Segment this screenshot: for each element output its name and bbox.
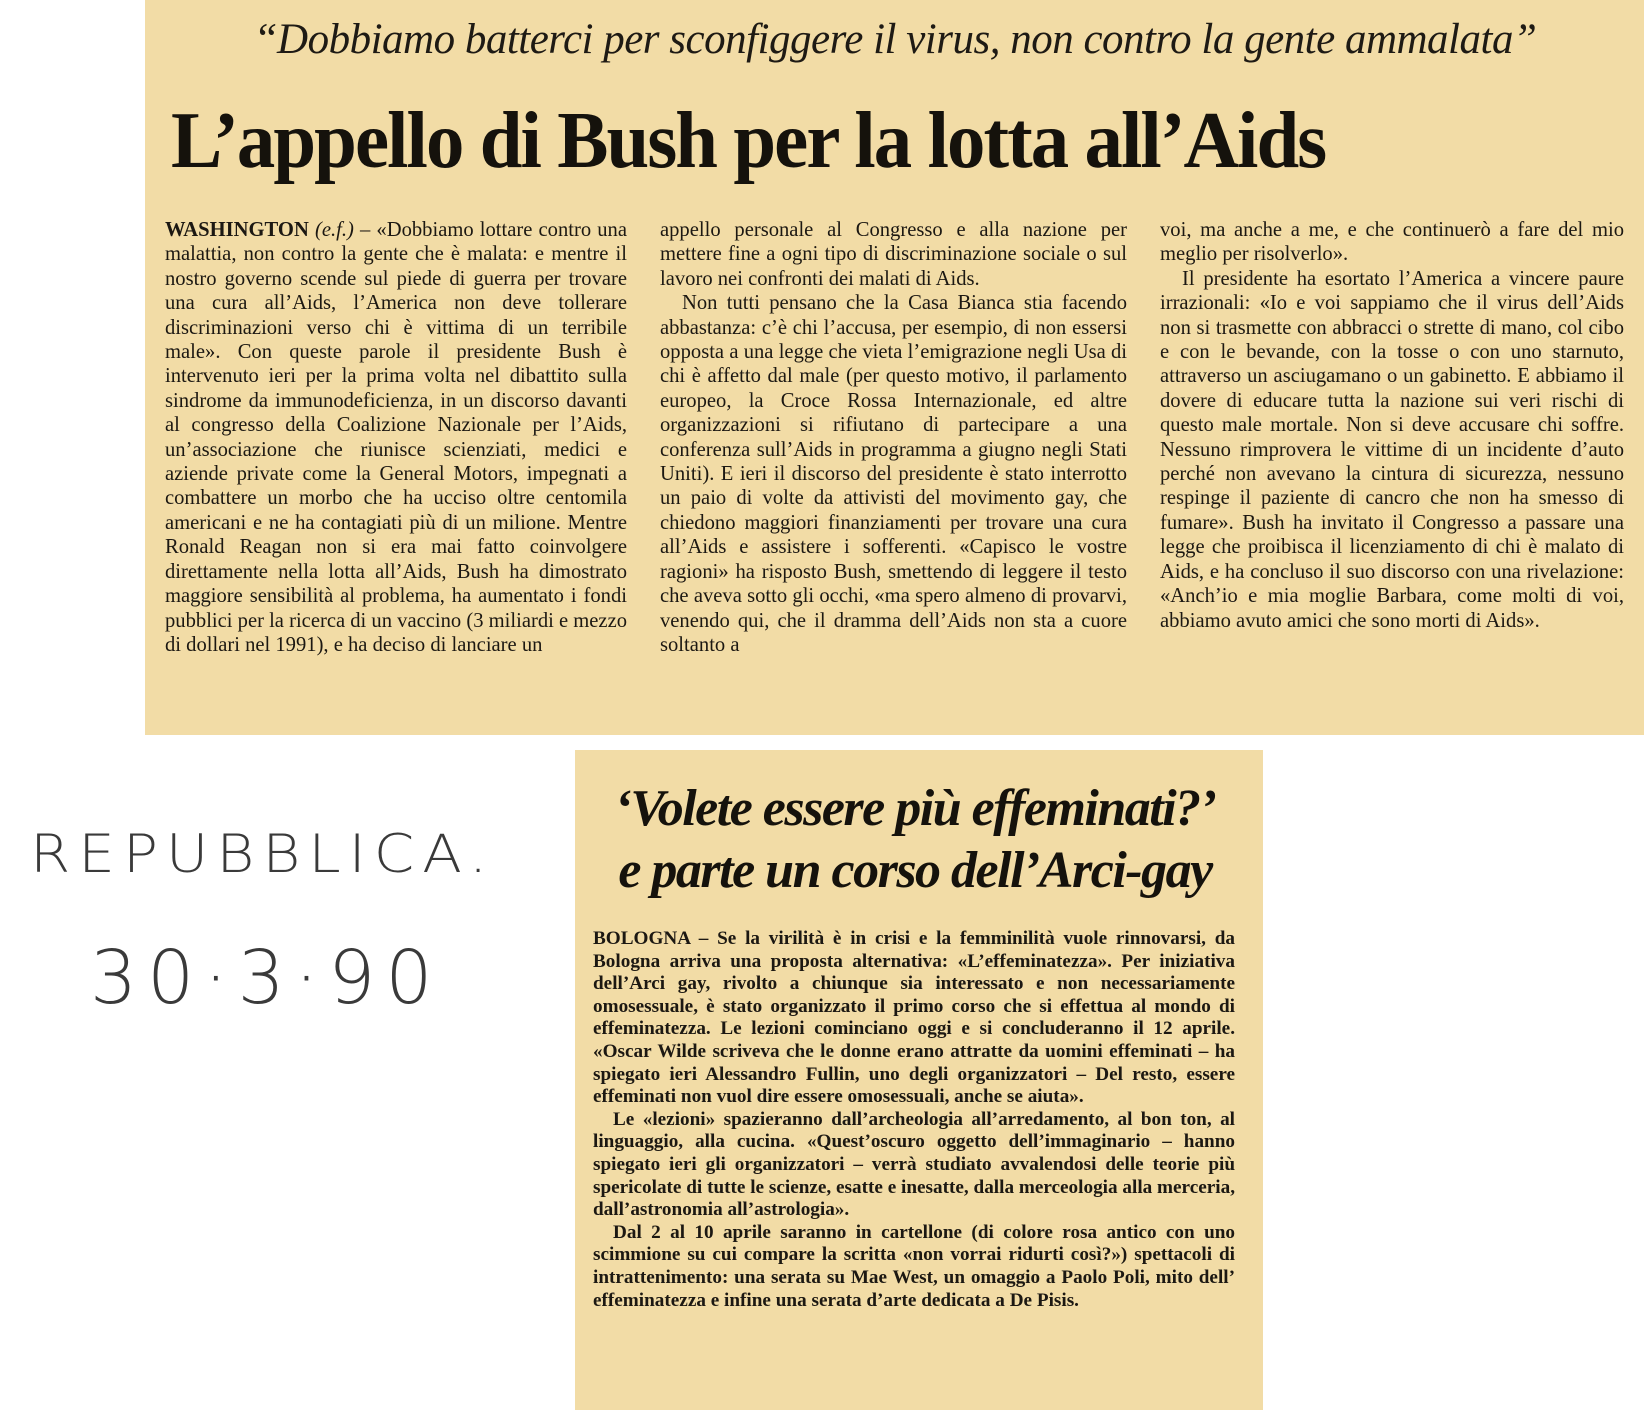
column-1-text: – «Dobbiamo lottare contro una malattia, non contro la gente che è malata: e mentre il nostro governo scende sul piede di guerra per trovare una cura all’Aids, l’America non deve tollerare discriminazioni verso chi è vittima di un terribile male». Con queste parole il presidente Bush è intervenuto ieri per la prima volta nel dibattito sulla sindrome da immunodeficienza, in un discorso davanti al congresso della Coalizione Nazionale per l’Aids, un’associazione che riunisce scienziati, medici e aziende private come la General Motors, impegnati a combattere un morbo che ha ucciso oltre centomila americani e ne ha contagiati più di un milione. Mentre Ronald Reagan non si era mai fatto coinvolgere direttamente nella lotta all’Aids, Bush ha dimostrato maggiore sensibilità al problema, ha aumentato i fondi pubblici per la ricerca di un vaccino (3 miliardi e mezzo di dollari nel 1991), e ha deciso di lanciare un — [165, 219, 628, 656]
dateline: WASHINGTON — [165, 219, 309, 241]
column-2-paragraph-1: appello personale al Congresso e alla nazione per mettere fine a ogni tipo di discriminazione sociale o sul lavoro nei confronti dei malati di Aids. — [660, 219, 1127, 290]
body-paragraph-1: BOLOGNA – Se la virilità è in crisi e la femminilità vuole rinnovarsi, da Bologna arriva una proposta alternativa: «L’effeminatezza». Per iniziativa dell’Arci gay, rivolto a chiunque sia interessato e non necessariamente omosessuale, è stato organizzato il primo corso che si effettua al mondo di effeminatezza. Le lezioni cominciano oggi e si concluderanno il 12 aprile. «Oscar Wilde scriveva che le donne erano attratte da uomini effeminati – ha spiegato ieri Alessandro Fullin, uno degli organizzatori – Del resto, essere effeminati non vuol dire essere omosessuali, anche se aiuta». — [593, 928, 1235, 1108]
newspaper-clipping-arci-gay — [575, 750, 1263, 1410]
article-column-2 — [660, 218, 1127, 657]
article-kicker: “Dobbiamo batterci per sconfiggere il virus, non contro la gente ammalata” — [253, 16, 1537, 63]
column-3-paragraph-1: voi, ma anche a me, e che continuerò a fare del mio meglio per risolverlo». — [1160, 219, 1624, 266]
column-2-paragraph-2: Non tutti pensano che la Casa Bianca stia facendo abbastanza: c’è chi l’accusa, per esempio, di non essersi opposta a una legge che vieta l’emigrazione negli Usa di chi è affetto dal male (per questo motivo, il parlamento europeo, la Croce Rossa Internazionale, ed altre organizzazioni si rifiutano di partecipare a una conferenza sull’Aids in programma a giugno negli Stati Uniti). E ieri il discorso del presidente è stato interrotto un paio di volte da attivisti del movimento gay, che chiedono maggiori finanziamenti per trovare una cura all’Aids e assistere i sofferenti. «Capisco le vostre ragioni» ha risposto Bush, smettendo di leggere il testo che aveva sotto gli occhi, «ma spero almeno di provarvi, venendo qui, che il dramma dell’Aids non sta a cuore soltanto a — [660, 292, 1127, 656]
byline: (e.f.) — [314, 219, 354, 241]
column-1-paragraph — [165, 218, 627, 657]
article-body-2 — [593, 928, 1235, 1312]
newspaper-clipping-bush-aids — [145, 0, 1644, 735]
body-paragraph-2: Le «lezioni» spazieranno dall’archeologia all’arredamento, al bon ton, al linguaggio, alla cucina. «Quest’oscuro oggetto dell’immaginario – hanno spiegato ieri gli organizzatori – verrà studiato avvalendosi delle teorie più spericolate di tutte le scienze, esatte e inesatte, dalla merceologia alla merceria, dall’astronomia all’astrologia». — [593, 1108, 1235, 1221]
body-paragraph-3: Dal 2 al 10 aprile saranno in cartellone (di colore rosa antico con uno scimmione su cui compare la scritta «non vorrai ridurti così?») spettacoli di intrattenimento: una serata su Mae West, un omaggio a Paolo Poli, mito dell’ effeminatezza e infine una serata d’arte dedicata a De Pisis. — [593, 1221, 1235, 1311]
headline-line-1: ‘Volete essere più effeminati?’ — [614, 780, 1216, 837]
handwritten-source: REPUBBLICA. — [30, 823, 496, 885]
headline-line-2: e parte un corso dell’Arci-gay — [618, 842, 1212, 899]
article-column-1 — [165, 218, 627, 657]
article-headline-2 — [605, 778, 1225, 902]
article-column-3 — [1160, 218, 1624, 633]
column-3-paragraph-2: Il presidente ha esortato l’America a vincere paure irrazionali: «Io e voi sappiamo che il virus dell’Aids non si trasmette con abbracci o strette di mano, col cibo e con le bevande, con la tosse o con uno starnuto, attraverso un asciugamano o un gabinetto. E abbiamo il dovere di educare tutta la nazione sui veri rischi di questo male mortale. Non si deve accusare chi soffre. Nessuno rimprovera le vittime di un incidente d’auto perché non avevano la cintura di sicurezza, nessuno respinge il paziente di cancro che non ha smesso di fumare». Bush ha invitato il Congresso a passare una legge che proibisca il licenziamento di chi è malato di Aids, e ha concluso il suo discorso con una rivelazione: «Anch’io e mia moglie Barbara, come molti di voi, abbiamo avuto amici che sono morti di Aids». — [1160, 267, 1624, 632]
handwritten-date: 30·3·90 — [90, 935, 443, 1021]
article-headline: L’appello di Bush per la lotta all’Aids — [171, 97, 1326, 185]
